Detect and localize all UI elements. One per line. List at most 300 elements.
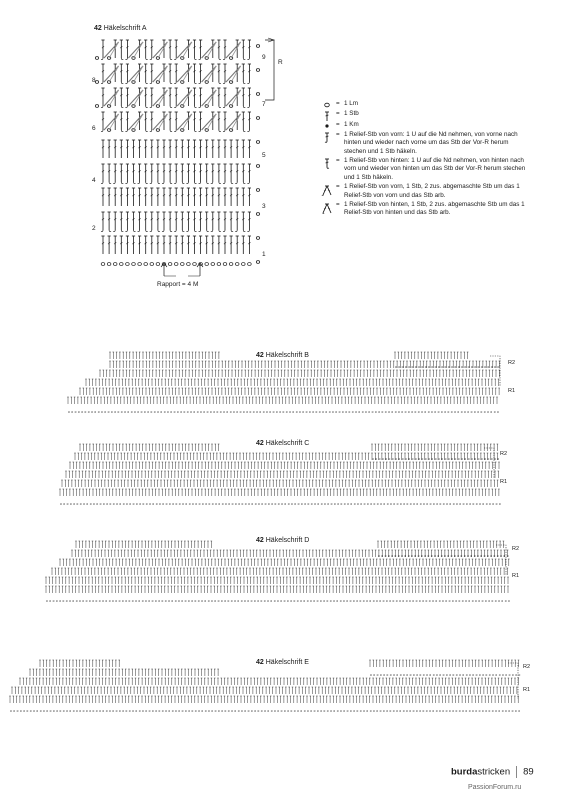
stitch-mark: o — [289, 410, 291, 414]
post-hook — [243, 58, 245, 60]
chain-stitch — [132, 263, 136, 266]
post-hook — [223, 130, 225, 132]
stitch-mark: o — [241, 502, 244, 506]
stitch-mark: o — [381, 410, 384, 414]
chain-stitch — [168, 263, 172, 266]
chain-stitch — [256, 213, 259, 216]
stitch-mark: o — [256, 410, 258, 414]
cluster-stroke — [207, 42, 217, 58]
stitch-mark: o — [167, 410, 169, 414]
stitch-mark: o — [109, 502, 112, 506]
stitch-mark: o — [452, 502, 455, 506]
stitch-mark: o — [145, 502, 148, 506]
post-hook — [219, 58, 221, 60]
stitch-mark: o — [394, 410, 397, 414]
post-hook — [219, 230, 221, 232]
post-hook — [121, 58, 123, 60]
post-hook — [247, 182, 249, 184]
stitch-mark: o — [77, 410, 80, 414]
stitch-mark: o — [155, 502, 158, 506]
stitch-mark: o — [442, 502, 445, 506]
post-hook — [125, 130, 127, 132]
stitch-mark: o — [408, 457, 411, 461]
post-hook — [199, 58, 201, 60]
stitch-mark: o — [391, 457, 394, 461]
post-hook — [223, 82, 225, 84]
stitch-mark: o — [467, 457, 470, 461]
stitch-mark: o — [209, 410, 212, 414]
stitch-mark: o — [374, 410, 377, 414]
stitch-mark: o — [372, 457, 374, 461]
post-hook — [101, 130, 103, 132]
chain-stitch — [256, 261, 259, 264]
chain-stitch — [193, 263, 197, 266]
stitch-mark: o — [271, 502, 273, 506]
post-hook — [150, 58, 152, 60]
stitch-mark: o — [409, 502, 412, 506]
stitch-mark: o — [195, 502, 198, 506]
stitch-mark: o — [497, 410, 499, 414]
chain-stitch — [132, 129, 135, 132]
stitch-mark: o — [246, 410, 248, 414]
post-hook — [170, 182, 172, 184]
post-hook — [243, 182, 245, 184]
stitch-mark: o — [188, 502, 191, 506]
stitch-mark: o — [454, 410, 456, 414]
chain-stitch — [256, 237, 259, 240]
stitch-mark: o — [277, 502, 280, 506]
cluster-stroke — [177, 114, 192, 130]
stitch-mark: o — [483, 410, 486, 414]
stitch-mark: o — [403, 502, 405, 506]
chain-stitch — [256, 45, 259, 48]
stitch-mark: o — [395, 365, 397, 369]
stitch-mark: o — [315, 410, 318, 414]
post-hook — [125, 230, 127, 232]
chain-stitch — [156, 105, 159, 108]
stitch-mark: o — [96, 502, 99, 506]
post-hook — [121, 182, 123, 184]
chain-stitch — [95, 105, 98, 108]
stitch-mark: o — [287, 502, 290, 506]
stitch-mark: o — [327, 502, 330, 506]
stitch-mark: o — [236, 410, 239, 414]
stitch-mark: o — [447, 410, 450, 414]
stitch-mark: o — [223, 410, 225, 414]
cluster-stroke — [104, 66, 119, 82]
stitch-mark: o — [297, 502, 300, 506]
post-hook — [174, 130, 176, 132]
post-hook — [109, 182, 111, 184]
chain-stitch — [126, 263, 130, 266]
cluster-stroke — [177, 90, 192, 106]
stitch-mark: o — [373, 502, 376, 506]
stitch-mark: o — [467, 410, 470, 414]
stitch-mark: o — [371, 410, 374, 414]
post-hook — [223, 230, 225, 232]
chain-stitch — [256, 69, 259, 72]
post-hook — [113, 182, 115, 184]
stitch-mark: o — [457, 410, 460, 414]
chain-stitch — [256, 117, 259, 120]
post-hook — [247, 82, 249, 84]
post-hook — [121, 130, 123, 132]
cluster-stroke — [134, 114, 144, 130]
stitch-mark: o — [454, 457, 457, 461]
cluster-stroke — [231, 114, 241, 130]
chain-stitch — [107, 57, 110, 60]
stitch-mark: o — [211, 502, 214, 506]
chain-stitch — [132, 81, 135, 84]
stitch-mark: o — [470, 365, 473, 369]
stitch-mark: o — [457, 365, 460, 369]
cluster-stroke — [207, 90, 217, 106]
stitch-mark: o — [304, 502, 306, 506]
stitch-mark: o — [404, 410, 407, 414]
chain-stitch — [217, 263, 221, 266]
chain-stitch — [156, 129, 159, 132]
cluster-stroke — [231, 90, 241, 106]
stitch-mark: o — [140, 410, 143, 414]
post-hook — [219, 106, 221, 108]
cluster-stroke — [182, 66, 192, 82]
post-hook — [211, 230, 213, 232]
stitch-mark: o — [440, 410, 443, 414]
cluster-stroke — [153, 114, 168, 130]
stitch-mark: o — [208, 502, 211, 506]
stitch-mark: o — [198, 502, 201, 506]
stitch-mark: o — [360, 502, 363, 506]
stitch-mark: o — [153, 410, 156, 414]
chain-stitch — [242, 263, 246, 266]
stitch-mark: o — [216, 410, 219, 414]
stitch-mark: o — [110, 410, 113, 414]
post-hook — [134, 182, 136, 184]
chain-stitch — [181, 57, 184, 60]
stitch-mark: o — [239, 410, 242, 414]
post-hook — [182, 182, 184, 184]
cluster-stroke — [134, 66, 144, 82]
post-hook — [174, 58, 176, 60]
chain-stitch — [256, 189, 259, 192]
cluster-stroke — [182, 90, 192, 106]
stitch-mark: o — [134, 410, 136, 414]
post-hook — [170, 106, 172, 108]
stitch-mark: o — [185, 502, 188, 506]
cluster-stroke — [104, 42, 119, 58]
stitch-mark: o — [234, 502, 237, 506]
stitch-mark: o — [357, 502, 359, 506]
post-hook — [125, 58, 127, 60]
stitch-mark: o — [132, 502, 135, 506]
cluster-stroke — [202, 66, 217, 82]
stitch-mark: o — [461, 365, 463, 369]
stitch-mark: o — [233, 410, 235, 414]
stitch-mark: o — [178, 502, 181, 506]
stitch-mark: o — [413, 502, 415, 506]
stitch-mark: o — [498, 502, 501, 506]
chain-stitch — [107, 129, 110, 132]
post-hook — [162, 230, 164, 232]
stitch-mark: o — [282, 410, 285, 414]
stitch-mark: o — [152, 502, 155, 506]
stitch-mark: o — [229, 410, 232, 414]
stitch-mark: o — [380, 502, 382, 506]
stitch-mark: o — [175, 502, 178, 506]
stitch-mark: o — [86, 502, 89, 506]
cluster-stroke — [158, 114, 168, 130]
chain-stitch — [132, 57, 135, 60]
stitch-mark: o — [434, 410, 437, 414]
post-hook — [231, 230, 233, 232]
chain-stitch — [181, 81, 184, 84]
post-hook — [219, 182, 221, 184]
post-hook — [146, 106, 148, 108]
cluster-stroke — [158, 90, 168, 106]
post-hook — [174, 230, 176, 232]
stitch-mark: o — [477, 410, 479, 414]
stitch-mark: o — [264, 502, 267, 506]
post-hook — [235, 182, 237, 184]
stitch-mark: o — [215, 502, 217, 506]
stitch-mark: o — [101, 410, 103, 414]
stitch-mark: o — [431, 457, 434, 461]
stitch-mark: o — [120, 410, 123, 414]
stitch-mark: o — [190, 410, 192, 414]
post-hook — [146, 82, 148, 84]
stitch-mark: o — [368, 410, 371, 414]
stitch-mark: o — [307, 502, 310, 506]
stitch-mark: o — [421, 457, 424, 461]
post-hook — [199, 230, 201, 232]
stitch-mark: o — [378, 457, 381, 461]
stitch-mark: o — [261, 502, 264, 506]
post-hook — [247, 106, 249, 108]
stitch-mark: o — [386, 502, 389, 506]
stitch-mark: o — [104, 410, 107, 414]
stitch-mark: o — [457, 457, 460, 461]
chain-stitch — [229, 129, 232, 132]
stitch-mark: o — [335, 410, 338, 414]
stitch-mark: o — [205, 502, 207, 506]
stitch-mark: o — [450, 410, 453, 414]
cluster-stroke — [158, 66, 168, 82]
stitch-mark: o — [279, 410, 281, 414]
post-hook — [150, 130, 152, 132]
post-hook — [150, 182, 152, 184]
stitch-mark: o — [231, 502, 234, 506]
stitch-mark: o — [249, 410, 252, 414]
stitch-mark: o — [441, 457, 444, 461]
cluster-stroke — [207, 114, 217, 130]
stitch-mark: o — [225, 502, 227, 506]
stitch-mark: o — [299, 410, 301, 414]
post-hook — [101, 58, 103, 60]
stitch-mark: o — [424, 410, 427, 414]
stitch-mark: o — [441, 365, 443, 369]
stitch-mark: o — [244, 502, 247, 506]
stitch-mark: o — [69, 502, 72, 506]
post-hook — [207, 230, 209, 232]
stitch-mark: o — [341, 410, 344, 414]
stitch-mark: o — [129, 502, 132, 506]
post-hook — [125, 106, 127, 108]
stitch-mark: o — [242, 410, 245, 414]
post-hook — [243, 106, 245, 108]
post-hook — [174, 82, 176, 84]
stitch-mark: o — [414, 457, 417, 461]
post-hook — [195, 230, 197, 232]
stitch-mark: o — [388, 410, 390, 414]
post-hook — [138, 230, 140, 232]
stitch-mark: o — [347, 502, 349, 506]
stitch-mark: o — [490, 365, 493, 369]
stitch-mark: o — [295, 410, 298, 414]
stitch-mark: o — [130, 410, 133, 414]
chain-stitch — [181, 263, 185, 266]
stitch-mark: o — [437, 365, 440, 369]
stitch-mark: o — [460, 410, 463, 414]
stitch-mark: o — [480, 457, 483, 461]
stitch-mark: o — [337, 502, 339, 506]
stitch-mark: o — [376, 502, 379, 506]
stitch-mark: o — [76, 502, 79, 506]
stitch-mark: o — [361, 410, 364, 414]
stitch-mark: o — [419, 502, 422, 506]
stitch-mark: o — [254, 502, 257, 506]
stitch-mark: o — [446, 502, 448, 506]
stitch-mark: o — [385, 457, 387, 461]
chart-a-title: 42 Häkelschrift A — [94, 25, 147, 32]
cluster-stroke — [128, 90, 143, 106]
chain-stitch — [144, 263, 148, 266]
stitch-mark: o — [176, 410, 179, 414]
stitch-mark: o — [200, 410, 202, 414]
post-hook — [243, 130, 245, 132]
post-hook — [195, 58, 197, 60]
stitch-mark: o — [358, 410, 361, 414]
stitch-mark: o — [355, 410, 357, 414]
stitch-mark: o — [431, 365, 434, 369]
chain-stitch — [229, 81, 232, 84]
repeat-bracket — [265, 40, 274, 100]
stitch-mark: o — [114, 410, 116, 414]
stitch-mark: o — [489, 502, 491, 506]
stitch-mark: o — [434, 365, 437, 369]
stitch-mark: o — [473, 410, 476, 414]
stitch-mark: o — [157, 410, 159, 414]
post-hook — [207, 182, 209, 184]
stitch-mark: o — [482, 502, 485, 506]
stitch-mark: o — [269, 410, 272, 414]
stitch-mark: o — [444, 365, 447, 369]
stitch-mark: o — [325, 410, 328, 414]
chain-stitch — [150, 263, 154, 266]
stitch-mark: o — [431, 410, 433, 414]
cluster-stroke — [231, 42, 241, 58]
cluster-stroke — [128, 66, 143, 82]
stitch-mark: o — [137, 410, 140, 414]
stitch-mark: o — [127, 410, 130, 414]
post-hook — [195, 106, 197, 108]
stitch-mark: o — [318, 410, 321, 414]
stitch-mark: o — [427, 410, 430, 414]
post-hook — [146, 130, 148, 132]
stitch-mark: o — [395, 457, 397, 461]
stitch-mark: o — [417, 410, 420, 414]
stitch-mark: o — [107, 410, 110, 414]
stitch-mark: o — [284, 502, 287, 506]
post-hook — [170, 230, 172, 232]
stitch-mark: o — [73, 502, 75, 506]
stitch-mark: o — [401, 410, 404, 414]
stitch-mark: o — [494, 457, 496, 461]
stitch-mark: o — [91, 410, 93, 414]
stitch-mark: o — [330, 502, 333, 506]
stitch-mark: o — [429, 502, 432, 506]
post-hook — [101, 230, 103, 232]
chain-stitch — [187, 263, 191, 266]
stitch-mark: o — [480, 365, 483, 369]
stitch-mark: o — [487, 410, 489, 414]
post-hook — [186, 230, 188, 232]
chain-stitch — [248, 263, 252, 266]
stitch-mark: o — [102, 502, 105, 506]
post-hook — [150, 230, 152, 232]
chain-stitch — [205, 57, 208, 60]
post-hook — [121, 82, 123, 84]
chain-stitch — [95, 57, 98, 60]
cluster-stroke — [177, 66, 192, 82]
stitch-mark: o — [497, 457, 500, 461]
stitch-mark: o — [275, 410, 278, 414]
stitch-mark: o — [258, 502, 260, 506]
stitch-mark: o — [338, 410, 341, 414]
stitch-mark: o — [312, 410, 314, 414]
stitch-mark: o — [182, 502, 184, 506]
cluster-stroke — [134, 42, 144, 58]
stitch-mark: o — [116, 502, 118, 506]
chain-stitch — [256, 93, 259, 96]
stitch-mark: o — [93, 502, 95, 506]
stitch-mark: o — [226, 410, 229, 414]
stitch-mark: o — [281, 502, 283, 506]
stitch-mark: o — [333, 502, 336, 506]
chain-stitch — [120, 263, 124, 266]
stitch-mark: o — [71, 410, 74, 414]
cluster-stroke — [182, 42, 192, 58]
stitch-mark: o — [447, 457, 450, 461]
stitch-mark: o — [447, 365, 450, 369]
stitch-mark: o — [159, 502, 161, 506]
chain-stitch — [205, 263, 209, 266]
stitch-mark: o — [218, 502, 221, 506]
post-hook — [199, 106, 201, 108]
stitch-mark: o — [345, 410, 347, 414]
stitch-mark: o — [454, 365, 457, 369]
chain-stitch — [211, 263, 215, 266]
stitch-mark: o — [414, 365, 417, 369]
stitch-mark: o — [343, 502, 346, 506]
chain-stitch — [205, 129, 208, 132]
stitch-mark: o — [381, 457, 384, 461]
cluster-stroke — [104, 90, 119, 106]
cluster-stroke — [109, 90, 119, 106]
stitch-mark: o — [112, 502, 115, 506]
stitch-mark: o — [492, 502, 495, 506]
stitch-mark: o — [469, 502, 471, 506]
post-hook — [247, 130, 249, 132]
